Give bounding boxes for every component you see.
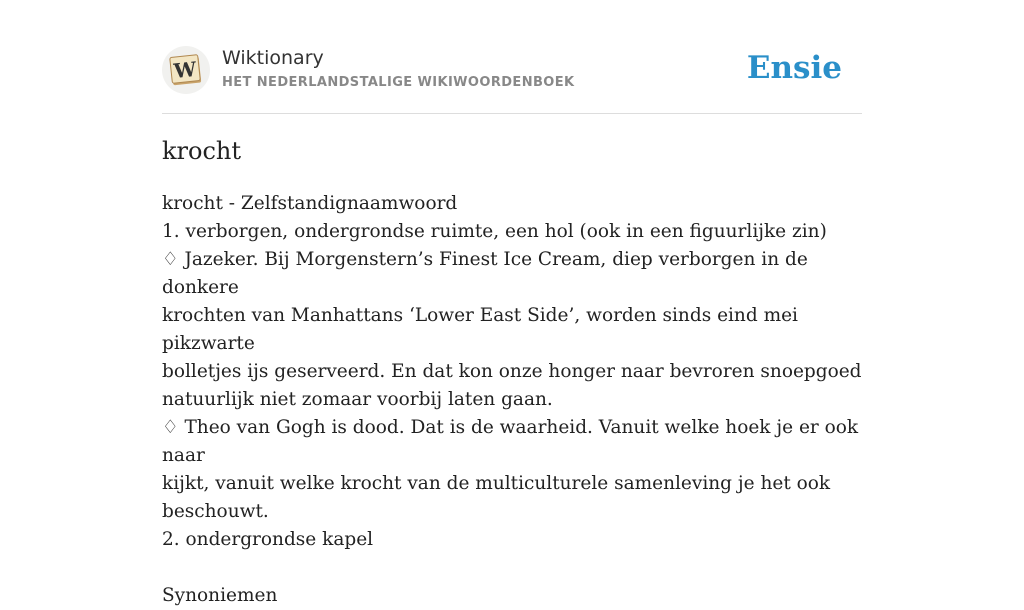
entry-content [162, 190, 862, 610]
entry-title: krocht [162, 137, 242, 165]
entry-heading-line: krocht - Zelfstandignaamwoord [162, 193, 458, 214]
site-header [162, 46, 862, 96]
site-tagline: HET NEDERLANDSTALIGE WIKIWOORDENBOEK [222, 75, 575, 90]
site-name[interactable]: Wiktionary [222, 47, 324, 69]
example-1-line-1: ♢ Jazeker. Bij Morgenstern’s Finest Ice Cream, diep verborgen in de donkere [162, 249, 808, 298]
brand-logo[interactable]: Ensie [746, 50, 842, 86]
example-2-line-3: beschouwt. [162, 501, 269, 522]
example-1-line-2: krochten van Manhattans ‘Lower East Side’, worden sinds eind mei pikzwarte [162, 305, 798, 354]
wiktionary-logo-icon[interactable] [162, 46, 210, 94]
example-1-line-3: bolletjes ijs geserveerd. En dat kon onze honger naar bevroren snoepgoed [162, 361, 862, 382]
example-2-line-2: kijkt, vanuit welke krocht van de multiculturele samenleving je het ook [162, 473, 831, 494]
definition-1: 1. verborgen, ondergrondse ruimte, een hol (ook in een figuurlijke zin) [162, 221, 827, 242]
header-divider [162, 113, 862, 114]
example-2-line-1: ♢ Theo van Gogh is dood. Dat is de waarheid. Vanuit welke hoek je er ook naar [162, 417, 859, 466]
blank-line [162, 554, 862, 582]
example-1-line-4: natuurlijk niet zomaar voorbij laten gaan. [162, 389, 553, 410]
svg-text:W: W [172, 56, 198, 84]
definition-2: 2. ondergrondse kapel [162, 529, 374, 550]
synonyms-heading: Synoniemen [162, 585, 278, 606]
